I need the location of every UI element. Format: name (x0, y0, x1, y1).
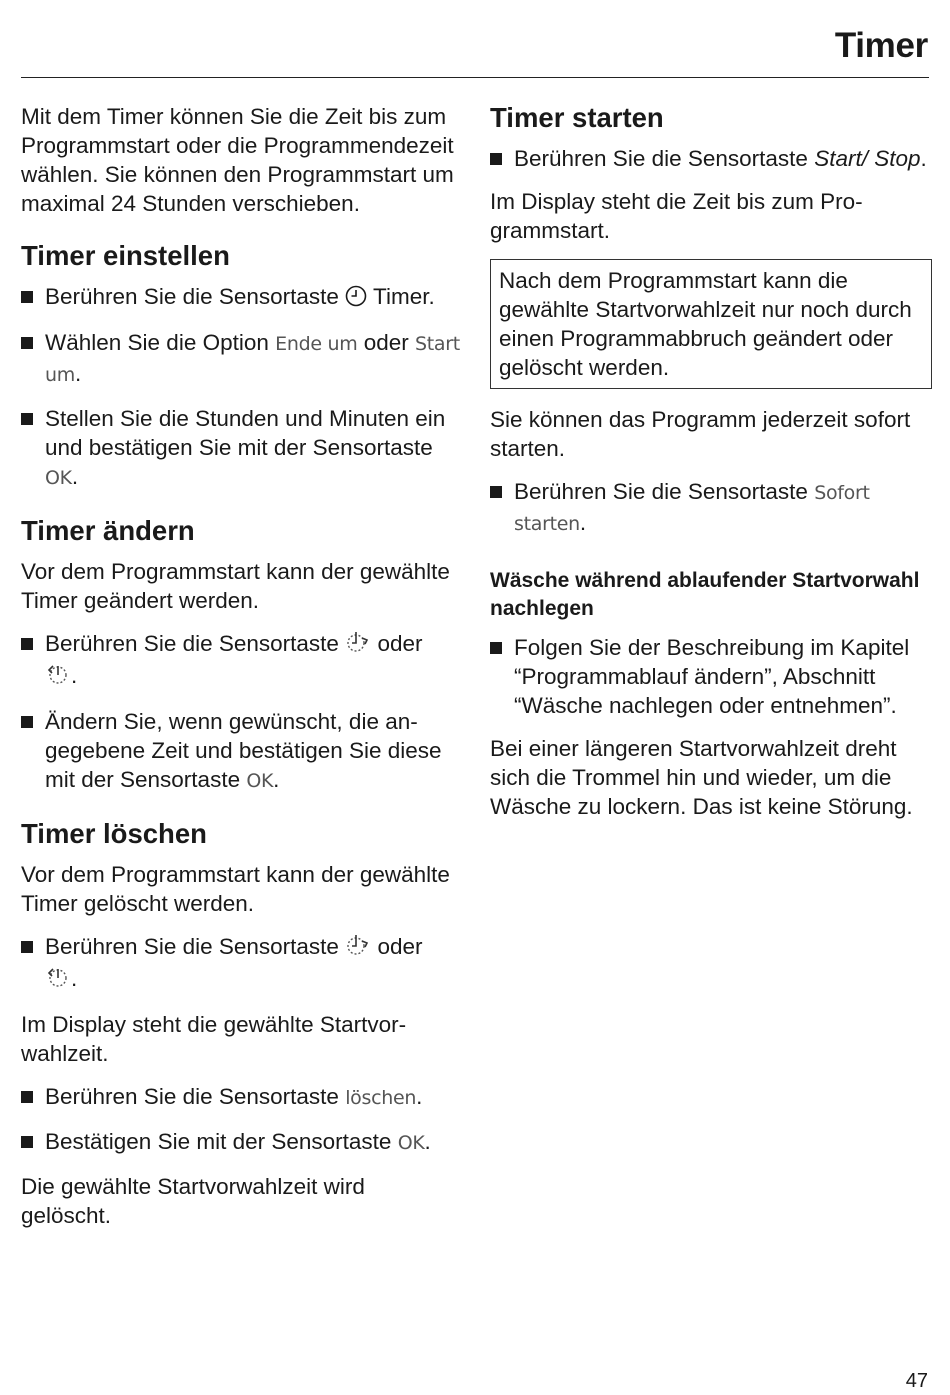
paragraph: Sie können das Programm jederzeit sofort starten. (490, 407, 911, 461)
display-text-ok: OK (397, 1132, 425, 1154)
paragraph: Im Display steht die gewählte Startvorwahlzeit. (21, 1012, 407, 1066)
list-item: Ändern Sie, wenn gewünscht, die angegebene Zeit und bestätigen Sie diese mit der Sensortaste OK. (21, 707, 461, 796)
heading-timer-starten: Timer starten (490, 102, 664, 133)
bullet-square (21, 413, 33, 425)
clock-minus-icon (45, 965, 71, 996)
bullet-square (490, 642, 502, 654)
page-title: Timer (834, 26, 928, 65)
right-column (490, 102, 932, 835)
bullet-square (21, 1091, 33, 1103)
bullet-square (21, 716, 33, 728)
list-item: Bestätigen Sie mit der Sensortaste OK. (21, 1127, 461, 1158)
note-box: Nach dem Programmstart kann die gewählte Startvorwahlzeit nur noch durch einen Programmabbruch geändert oder gelöscht werden. (490, 259, 932, 389)
clock-minus-icon (45, 662, 71, 693)
paragraph: Bei einer längeren Startvorwahlzeit dreht sich die Trommel hin und wieder, um die Wäsche zu lockern. Das ist keine Störung. (490, 736, 913, 819)
paragraph: Vor dem Programmstart kann der gewählte Timer gelöscht werden. (21, 862, 450, 916)
list-item: Berühren Sie die Sensortaste Sofort starten. (490, 477, 932, 539)
bullet-square (21, 337, 33, 349)
display-text-ok: OK (246, 770, 274, 792)
list-item: Berühren Sie die Sensortaste oder . (21, 932, 461, 996)
clock-icon (345, 285, 367, 314)
heading-timer-einstellen: Timer einstellen (21, 240, 230, 271)
display-text-ende-um: Ende um (275, 333, 358, 355)
display-text-loeschen: löschen (345, 1087, 417, 1109)
paragraph: Im Display steht die Zeit bis zum Programmstart. (490, 189, 863, 243)
key-label-start-stop: Start/ Stop (814, 146, 921, 171)
paragraph: Die gewählte Startvorwahlzeit wird gelöscht. (21, 1174, 365, 1228)
bullet-square (21, 638, 33, 650)
heading-timer-loeschen: Timer löschen (21, 818, 207, 849)
list-item: Berühren Sie die Sensortaste Timer. (21, 282, 461, 314)
bullet-square (21, 941, 33, 953)
bullet-square (490, 486, 502, 498)
display-text-sofort-starten: Sofort starten (514, 482, 870, 535)
page-number: 47 (905, 1370, 928, 1392)
display-text-ok: OK (45, 467, 72, 489)
bullet-square (21, 1136, 33, 1148)
list-item: Folgen Sie der Beschreibung im Kapitel “Programmablauf ändern”, Abschnitt “Wäsche nachlegen oder entnehmen”. (490, 633, 932, 720)
left-column (21, 102, 461, 1244)
heading-timer-aendern: Timer ändern (21, 515, 195, 546)
list-item: Berühren Sie die Sensortaste löschen. (21, 1082, 461, 1113)
bullet-square (490, 153, 502, 165)
clock-plus-icon (345, 933, 371, 964)
list-item: Berühren Sie die Sensortaste Start/ Stop. (490, 144, 932, 173)
heading-waesche-nachlegen: Wäsche während ablaufender Startvorwahl nachlegen (490, 569, 920, 620)
bullet-square (21, 291, 33, 303)
intro-paragraph: Mit dem Timer können Sie die Zeit bis zum Programmstart oder die Programmendezeit wählen. Sie können den Programmstart um maximal 24 Stunden verschieben. (21, 104, 454, 216)
list-item: Wählen Sie die Option Ende um oder Start um. (21, 328, 461, 390)
list-item: Berühren Sie die Sensortaste oder . (21, 629, 461, 693)
list-item: Stellen Sie die Stunden und Minuten ein und bestätigen Sie mit der Sensortaste OK. (21, 404, 461, 493)
clock-plus-icon (345, 630, 371, 661)
header-rule (21, 77, 929, 78)
display-text-start-um: Start um (45, 333, 460, 386)
paragraph: Vor dem Programmstart kann der gewählte Timer geändert werden. (21, 559, 450, 613)
